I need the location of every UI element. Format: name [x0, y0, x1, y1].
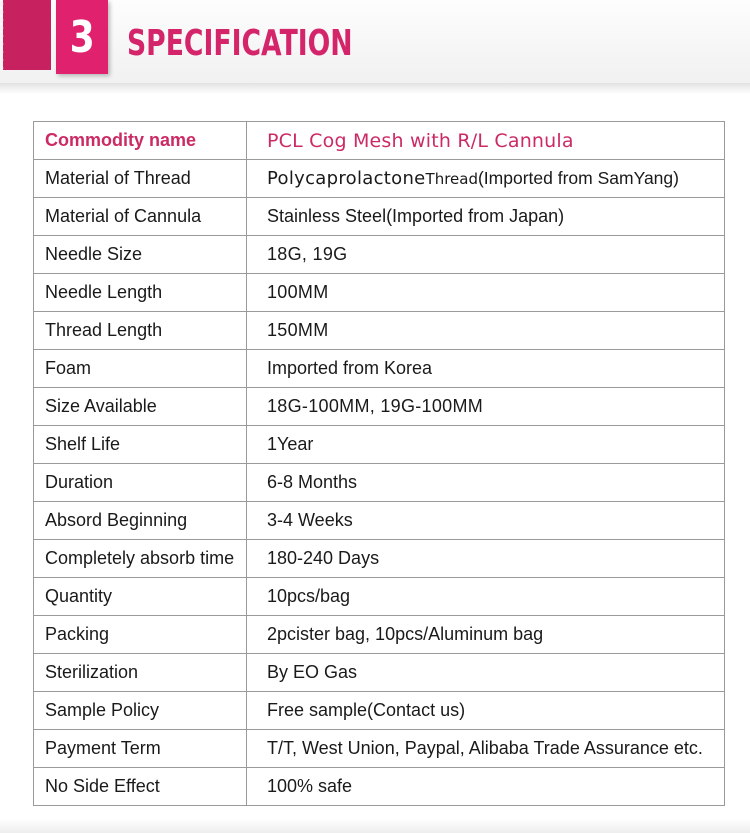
specification-table	[33, 121, 725, 806]
row-value: Imported from Korea	[247, 350, 725, 388]
row-label: Payment Term	[34, 730, 247, 768]
table-row	[34, 578, 725, 616]
row-value-material: Polycaprolactone	[267, 168, 426, 189]
table-row	[34, 730, 725, 768]
row-label: Completely absorb time	[34, 540, 247, 578]
table-row	[34, 540, 725, 578]
section-number-badge	[56, 0, 108, 74]
row-value	[247, 160, 725, 198]
row-value: 150MM	[247, 312, 725, 350]
table-row	[34, 616, 725, 654]
ticket-decoration	[3, 0, 51, 70]
row-value: 2pcister bag, 10pcs/Aluminum bag	[247, 616, 725, 654]
table-row	[34, 160, 725, 198]
table-row	[34, 350, 725, 388]
section-number: 3	[69, 11, 95, 63]
row-label: Needle Size	[34, 236, 247, 274]
section-title: SPECIFICATION	[127, 23, 353, 64]
table-row	[34, 388, 725, 426]
row-value: Free sample(Contact us)	[247, 692, 725, 730]
row-value: By EO Gas	[247, 654, 725, 692]
row-label: Absord Beginning	[34, 502, 247, 540]
table-row	[34, 768, 725, 806]
row-value: Stainless Steel(Imported from Japan)	[247, 198, 725, 236]
row-label: Thread Length	[34, 312, 247, 350]
row-value-origin: (Imported from SamYang)	[477, 168, 679, 188]
row-label: Quantity	[34, 578, 247, 616]
row-label: Sample Policy	[34, 692, 247, 730]
banner-shadow	[0, 84, 750, 94]
row-value: 18G, 19G	[247, 236, 725, 274]
row-label: Material of Cannula	[34, 198, 247, 236]
table-row	[34, 236, 725, 274]
row-value: 1Year	[247, 426, 725, 464]
row-label: Duration	[34, 464, 247, 502]
row-label: Material of Thread	[34, 160, 247, 198]
row-value: 10pcs/bag	[247, 578, 725, 616]
table-row	[34, 426, 725, 464]
row-label: No Side Effect	[34, 768, 247, 806]
row-label: Packing	[34, 616, 247, 654]
table-row	[34, 464, 725, 502]
table-row	[34, 274, 725, 312]
row-label: Sterilization	[34, 654, 247, 692]
row-label: Needle Length	[34, 274, 247, 312]
row-value: 100MM	[247, 274, 725, 312]
row-value: 6-8 Months	[247, 464, 725, 502]
row-value: 3-4 Weeks	[247, 502, 725, 540]
bottom-shadow	[0, 818, 750, 833]
table-row	[34, 198, 725, 236]
table-row	[34, 312, 725, 350]
row-label: Size Available	[34, 388, 247, 426]
row-value: 180-240 Days	[247, 540, 725, 578]
row-value-thread-word: Thread	[425, 170, 478, 188]
row-label: Foam	[34, 350, 247, 388]
table-row	[34, 654, 725, 692]
commodity-name-label: Commodity name	[34, 122, 247, 160]
commodity-name-value: PCL Cog Mesh with R/L Cannula	[247, 122, 725, 160]
table-row	[34, 692, 725, 730]
row-value: T/T, West Union, Paypal, Alibaba Trade Assurance etc.	[247, 730, 725, 768]
section-header-banner	[0, 0, 750, 84]
table-row	[34, 502, 725, 540]
table-header-row	[34, 122, 725, 160]
row-label: Shelf Life	[34, 426, 247, 464]
row-value: 18G-100MM, 19G-100MM	[247, 388, 725, 426]
row-value: 100% safe	[247, 768, 725, 806]
